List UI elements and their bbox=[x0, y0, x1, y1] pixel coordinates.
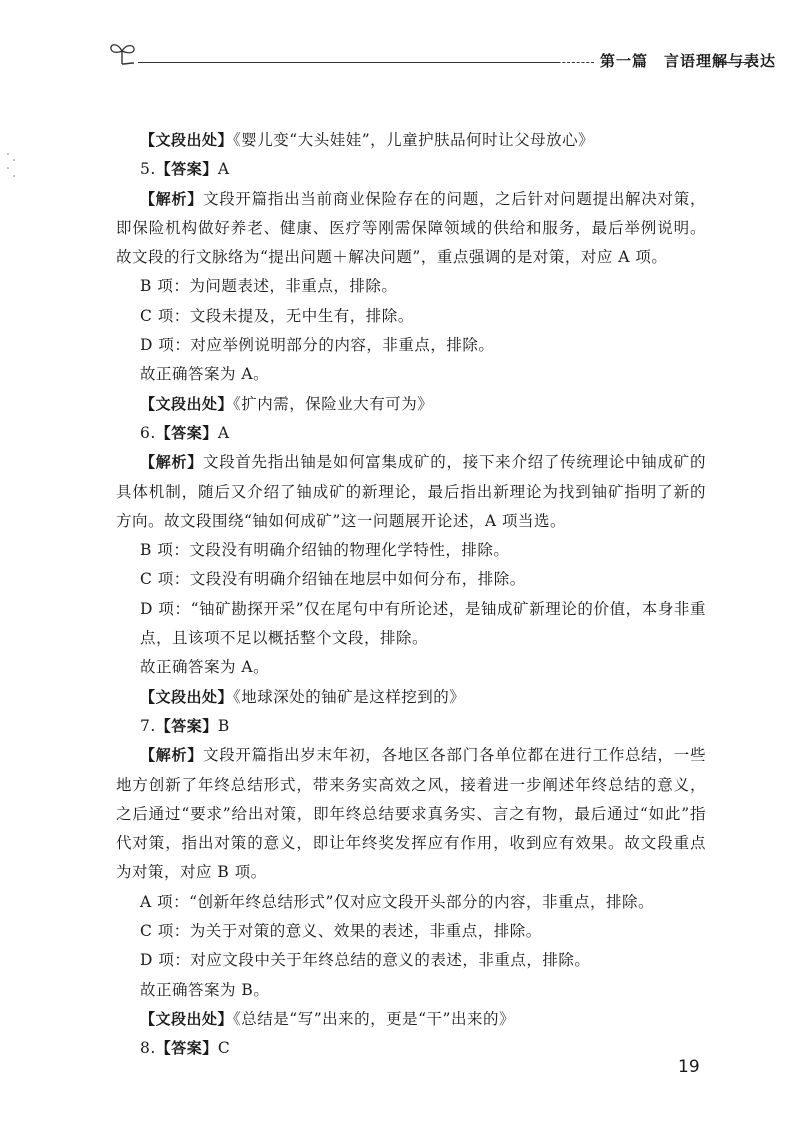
option-line bbox=[116, 888, 706, 917]
question-number: 6. bbox=[140, 423, 156, 442]
header-rule-right bbox=[720, 62, 758, 63]
option-line bbox=[116, 360, 706, 389]
option-line bbox=[116, 653, 706, 682]
line-text: 《地球深处的铀矿是这样挖到的》 bbox=[233, 687, 466, 706]
analysis-paragraph bbox=[116, 185, 706, 273]
line-text: A bbox=[217, 160, 230, 179]
sprout-icon bbox=[108, 38, 138, 68]
option-line bbox=[116, 536, 706, 565]
option-line bbox=[116, 595, 706, 654]
section-tag: 【解析】 bbox=[140, 453, 203, 472]
line-text: 《总结是“写”出来的，更是“干”出来的》 bbox=[233, 1009, 515, 1028]
running-header bbox=[108, 38, 777, 72]
answer-explanations bbox=[116, 126, 706, 1064]
line-text: C 项：文段没有明确介绍铀在地层中如何分布，排除。 bbox=[140, 570, 526, 589]
section-tag: 【文段出处】 bbox=[140, 687, 234, 706]
margin-marks bbox=[4, 150, 18, 190]
section-tag: 【答案】 bbox=[155, 160, 218, 179]
source-line bbox=[116, 390, 706, 419]
option-line bbox=[116, 331, 706, 360]
line-text: D 项：对应文段中关于年终总结的意义的表述，非重点，排除。 bbox=[140, 951, 591, 970]
question-number: 8. bbox=[140, 1039, 156, 1058]
analysis-paragraph bbox=[116, 448, 706, 536]
line-text: 文段开篇指出岁末年初，各地区各部门各单位都在进行工作总结，一些地方创新了年终总结形式，带来务实高效之风，接着进一步阐述年终总结的意义，之后通过“要求”给出对策，即年终总结要求真务实、言之有物，最后通过“如此”指代对策，指出对策的意义，即让年终奖发挥应有作用，收到应有效果。故文段重点为对策，对应 B 项。 bbox=[116, 746, 706, 882]
line-text: B bbox=[217, 716, 230, 735]
question-number: 7. bbox=[140, 716, 156, 735]
option-line bbox=[116, 565, 706, 594]
line-text: 故正确答案为 A。 bbox=[140, 658, 270, 677]
line-text: C bbox=[217, 1039, 231, 1058]
section-tag: 【答案】 bbox=[155, 423, 218, 442]
analysis-paragraph bbox=[116, 741, 706, 887]
line-text: A 项：“创新年终总结形式”仅对应文段开头部分的内容，非重点，排除。 bbox=[140, 892, 654, 911]
section-tag: 【文段出处】 bbox=[140, 394, 234, 413]
line-text: A bbox=[217, 423, 230, 442]
question-number: 5. bbox=[140, 160, 156, 179]
chapter-title: 第一篇 言语理解与表达 bbox=[600, 52, 777, 70]
line-text: B 项：文段没有明确介绍铀的物理化学特性，排除。 bbox=[140, 541, 510, 560]
answer-line bbox=[116, 712, 706, 741]
line-text: D 项：对应举例说明部分的内容，非重点，排除。 bbox=[140, 336, 495, 355]
section-tag: 【答案】 bbox=[155, 1039, 218, 1058]
source-line bbox=[116, 683, 706, 712]
section-tag: 【答案】 bbox=[155, 716, 218, 735]
section-tag: 【文段出处】 bbox=[140, 1009, 234, 1028]
section-tag: 【解析】 bbox=[140, 189, 203, 208]
option-line bbox=[116, 272, 706, 301]
line-text: 《婴儿变“大头娃娃”，儿童护肤品何时让父母放心》 bbox=[233, 131, 595, 149]
line-text: 故正确答案为 A。 bbox=[140, 365, 270, 384]
line-text: B 项：为问题表述，非重点，排除。 bbox=[140, 277, 398, 296]
option-line bbox=[116, 917, 706, 946]
source-line bbox=[116, 1005, 706, 1034]
answer-line bbox=[116, 1034, 706, 1063]
source-line bbox=[116, 126, 706, 155]
line-text: 故正确答案为 B。 bbox=[140, 980, 270, 999]
option-line bbox=[116, 946, 706, 975]
line-text: 《扩内需，保险业大有可为》 bbox=[233, 394, 434, 413]
answer-line bbox=[116, 155, 706, 184]
line-text: 文段开篇指出当前商业保险存在的问题，之后针对问题提出解决对策，即保险机构做好养老、健康、医疗等刚需保障领域的供给和服务，最后举例说明。故文段的行文脉络为“提出问题＋解决问题”，重点强调的是对策，对应 A 项。 bbox=[116, 189, 706, 267]
page-number: 19 bbox=[678, 1057, 700, 1077]
option-line bbox=[116, 302, 706, 331]
line-text: C 项：为关于对策的意义、效果的表述，非重点，排除。 bbox=[140, 922, 542, 941]
line-text: C 项：文段未提及，无中生有，排除。 bbox=[140, 306, 414, 325]
section-tag: 【解析】 bbox=[140, 746, 203, 765]
line-text: D 项：“铀矿勘探开采”仅在尾句中有所论述，是铀成矿新理论的价值，本身非重点，且该项不足以概括整个文段，排除。 bbox=[140, 599, 706, 648]
line-text: 文段首先指出铀是如何富集成矿的，接下来介绍了传统理论中铀成矿的具体机制，随后又介绍了铀成矿的新理论，最后指出新理论为找到铀矿指明了新的方向。故文段围绕“铀如何成矿”这一问题展开论述，A 项当选。 bbox=[116, 453, 706, 530]
header-rule-dash bbox=[548, 62, 594, 63]
header-rule-left bbox=[138, 62, 558, 63]
answer-line bbox=[116, 419, 706, 448]
option-line bbox=[116, 976, 706, 1005]
section-tag: 【文段出处】 bbox=[140, 131, 234, 149]
